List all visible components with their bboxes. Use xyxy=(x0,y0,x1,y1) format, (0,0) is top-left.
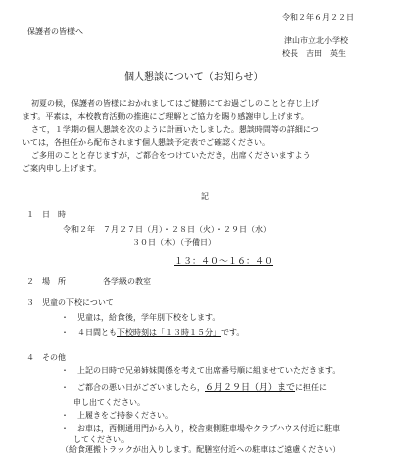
section-4-note: （給食運搬トラックが出入りします。配膳室付近への駐車はご遠慮ください） xyxy=(61,445,341,454)
section-4-bullet-2-post: に担任に xyxy=(295,383,328,392)
intro-line-4: いては，各担任から配布されます個人懇談予定表でご確認ください。 xyxy=(22,138,270,147)
section-1-heading: １ 日 時 xyxy=(26,210,66,219)
section-1-time: １３：４０～１６：４０ xyxy=(174,257,274,267)
recipient: 保護者の皆様へ xyxy=(27,27,83,36)
section-3-heading: ３ 児童の下校について xyxy=(26,298,114,307)
intro-line-3: さて，１学期の個人懇談を次のように計画いたしました。懇談時間等の詳細につ xyxy=(31,125,319,134)
section-4-heading: ４ その他 xyxy=(26,353,66,362)
ki-heading: 記 xyxy=(201,192,209,201)
section-4-bullet-2-pre: ・ ご都合の悪い日がございましたら， xyxy=(61,383,205,392)
section-4-bullet-4-line-1: ・ お車は，西側通用門から入り，校舎東側駐車場やクラブハウス付近に駐車 xyxy=(61,424,341,433)
section-3-bullet-1: ・ 児童は，給食後，学年別下校をします。 xyxy=(61,313,221,322)
section-3-bullet-2-emphasis: 下校時刻は「１３時１５分」 xyxy=(117,328,221,337)
intro-line-5: ご多用のことと存じますが，ご都合をつけていただき，出席くださいますよう xyxy=(31,151,311,160)
principal-name: 校長 吉田 英生 xyxy=(282,49,346,58)
section-3-bullet-2-post: です。 xyxy=(221,328,245,337)
section-4-bullet-1: ・ 上記の日時で兄弟姉妹関係を考えて出席番号順に組ませていただきます。 xyxy=(61,366,341,375)
document-date: 令和２年６月２２日 xyxy=(282,13,354,22)
section-4-bullet-2 xyxy=(61,383,327,393)
section-3-bullet-2-pre: ・ ４日間とも xyxy=(61,328,117,337)
section-1-dates-line-1: 令和２年 ７月２７日（月）・２８日（火）・２９日（水） xyxy=(63,225,271,234)
section-2-place: 各学級の教室 xyxy=(103,277,151,286)
section-3-bullet-2 xyxy=(61,328,244,338)
section-4-bullet-2-emphasis: ６月２９日（月）まで xyxy=(205,383,296,393)
section-1-dates-line-2: ３０日（木）（予備日） xyxy=(132,238,216,247)
section-4-bullet-3: ・ 上履きをご持参ください。 xyxy=(61,411,173,420)
section-4-bullet-2-cont: 申し出てください。 xyxy=(73,398,145,407)
section-4-bullet-4-line-2: してください。 xyxy=(73,435,129,444)
section-2-heading: ２ 場 所 xyxy=(26,277,66,286)
intro-line-1: 初夏の候，保護者の皆様におかれましてはご健勝にてお過ごしのことと存じ上げ xyxy=(31,99,319,108)
page-title: 個人懇談について（お知らせ） xyxy=(124,72,264,83)
intro-line-6: ご案内申し上げます。 xyxy=(22,164,102,173)
school-name: 津山市立北小学校 xyxy=(284,36,348,45)
intro-line-2: ます。平素は，本校教育活動の推進にご理解とご協力を賜り感謝申し上げます。 xyxy=(22,112,309,121)
